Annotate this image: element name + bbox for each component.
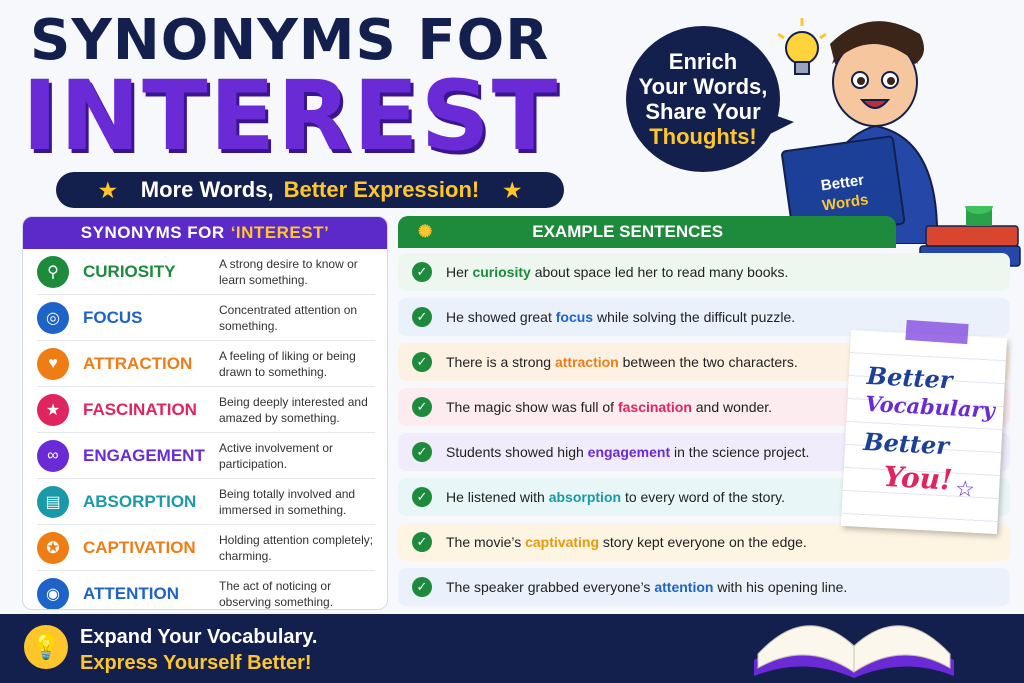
synonyms-panel (22, 216, 388, 610)
example-before: There is a strong (446, 354, 555, 370)
synonym-word: CAPTIVATION (83, 537, 196, 557)
synonym-word: FOCUS (83, 307, 143, 327)
star-icon: ★ (503, 179, 522, 202)
check-icon: ✓ (412, 487, 432, 507)
note-line1: Better (866, 360, 954, 395)
synonym-word: CURIOSITY (83, 261, 176, 281)
synonym-definition: Being totally involved and immersed in something. (219, 486, 356, 517)
synonym-row (37, 525, 375, 571)
book-title-line2: Words (821, 191, 870, 215)
note-line4: You! (882, 459, 954, 497)
example-after: with his opening line. (713, 579, 848, 595)
example-sentence (446, 399, 772, 415)
star-icon: ★ (98, 179, 117, 202)
sticky-note (841, 330, 1007, 534)
synonym-word: ABSORPTION (83, 491, 197, 511)
note-line2: Vocabulary (864, 390, 996, 423)
example-after: about space led her to read many books. (530, 264, 789, 280)
star-icon: ☆ (954, 475, 976, 502)
example-after: to every word of the story. (621, 489, 785, 505)
synonym-row (37, 433, 375, 479)
tagline-banner (56, 172, 564, 208)
check-icon: ✓ (412, 397, 432, 417)
check-icon: ✓ (412, 442, 432, 462)
link-icon: ∞ (37, 440, 69, 472)
example-word: absorption (548, 489, 622, 505)
example-before: The movie’s (446, 534, 526, 550)
bubble-line2: Your Words, (638, 74, 768, 99)
magnifier-person-icon: ⚲ (37, 256, 69, 288)
footer-line2: Express Yourself Better! (80, 652, 312, 674)
synonym-definition: Holding attention completely; charming. (219, 532, 374, 563)
footer-line1: Expand Your Vocabulary. (80, 626, 318, 648)
bubble-line1: Enrich (668, 49, 738, 74)
synonyms-header (23, 217, 387, 249)
example-word: fascination (617, 399, 692, 415)
lightbulb-icon: 💡 (24, 625, 68, 669)
tape (905, 320, 968, 344)
open-book-illustration (744, 590, 964, 680)
synonym-definition: A feeling of liking or being drawn to something. (219, 348, 356, 379)
example-after: and wonder. (691, 399, 773, 415)
synonyms-header-word: ‘INTEREST’ (230, 223, 330, 242)
synonym-row (37, 479, 375, 525)
synonym-row (37, 295, 375, 341)
example-before: Her (446, 264, 473, 280)
synonyms-list (23, 249, 387, 610)
synonym-definition: A strong desire to know or learn something. (219, 256, 358, 287)
check-icon: ✓ (412, 307, 432, 327)
example-sentence (446, 534, 807, 550)
synonym-row (37, 571, 375, 610)
example-sentence (446, 354, 798, 370)
example-before: He listened with (446, 489, 549, 505)
example-word: engagement (587, 444, 671, 460)
lightbulb-icon (778, 18, 826, 74)
example-after: story kept everyone on the edge. (599, 534, 807, 550)
medal-icon: ✪ (37, 532, 69, 564)
example-row (398, 253, 1010, 291)
bubble-line4: Thoughts! (649, 124, 757, 149)
synonym-definition: Active involvement or participation. (219, 440, 334, 471)
note-line3: Better (862, 426, 950, 461)
title-line2: INTEREST (22, 60, 560, 172)
synonym-definition: Concentrated attention on something. (219, 302, 358, 333)
book-title-line1: Better (819, 171, 866, 195)
check-icon: ✓ (412, 352, 432, 372)
synonyms-header-label: SYNONYMS FOR (80, 223, 225, 242)
example-word: focus (555, 309, 594, 325)
example-word: attraction (554, 354, 619, 370)
bubble-line3: Share Your (645, 99, 761, 124)
synonym-word: ATTENTION (83, 583, 180, 603)
example-sentence (446, 264, 788, 280)
examples-header (398, 216, 896, 248)
synonym-row (37, 341, 375, 387)
example-sentence (446, 309, 795, 325)
check-icon: ✓ (412, 532, 432, 552)
example-before: The speaker grabbed everyone’s (446, 579, 655, 595)
check-icon: ✓ (412, 262, 432, 282)
star-icon: ★ (37, 394, 69, 426)
tagline-part2: Better Expression! (283, 177, 480, 202)
example-sentence (446, 444, 809, 460)
examples-header-label: EXAMPLE SENTENCES (532, 222, 724, 241)
synonym-word: ENGAGEMENT (83, 445, 205, 465)
example-after: between the two characters. (618, 354, 798, 370)
example-word: curiosity (472, 264, 531, 280)
synonym-word: FASCINATION (83, 399, 197, 419)
example-after: while solving the difficult puzzle. (593, 309, 796, 325)
book-icon: ▤ (37, 486, 69, 518)
synonym-definition: Being deeply interested and amazed by something. (219, 394, 368, 425)
check-icon: ✓ (412, 577, 432, 597)
example-before: Students showed high (446, 444, 588, 460)
synonym-row (37, 387, 375, 433)
example-word: captivating (525, 534, 600, 550)
tagline-part1: More Words, (140, 177, 274, 202)
speech-bubble (626, 26, 780, 172)
sparkle-icon: ✺ (418, 222, 433, 241)
example-before: The magic show was full of (446, 399, 618, 415)
example-word: attention (654, 579, 714, 595)
example-sentence (446, 489, 785, 505)
synonym-word: ATTRACTION (83, 353, 193, 373)
title-line1: SYNONYMS FOR (30, 8, 550, 73)
example-before: He showed great (446, 309, 556, 325)
target-icon: ◎ (37, 302, 69, 334)
eye-icon: ◉ (37, 578, 69, 610)
synonym-row (37, 249, 375, 295)
heart-icon: ♥ (37, 348, 69, 380)
synonym-definition: The act of noticing or observing something. (219, 578, 334, 609)
example-after: in the science project. (670, 444, 810, 460)
